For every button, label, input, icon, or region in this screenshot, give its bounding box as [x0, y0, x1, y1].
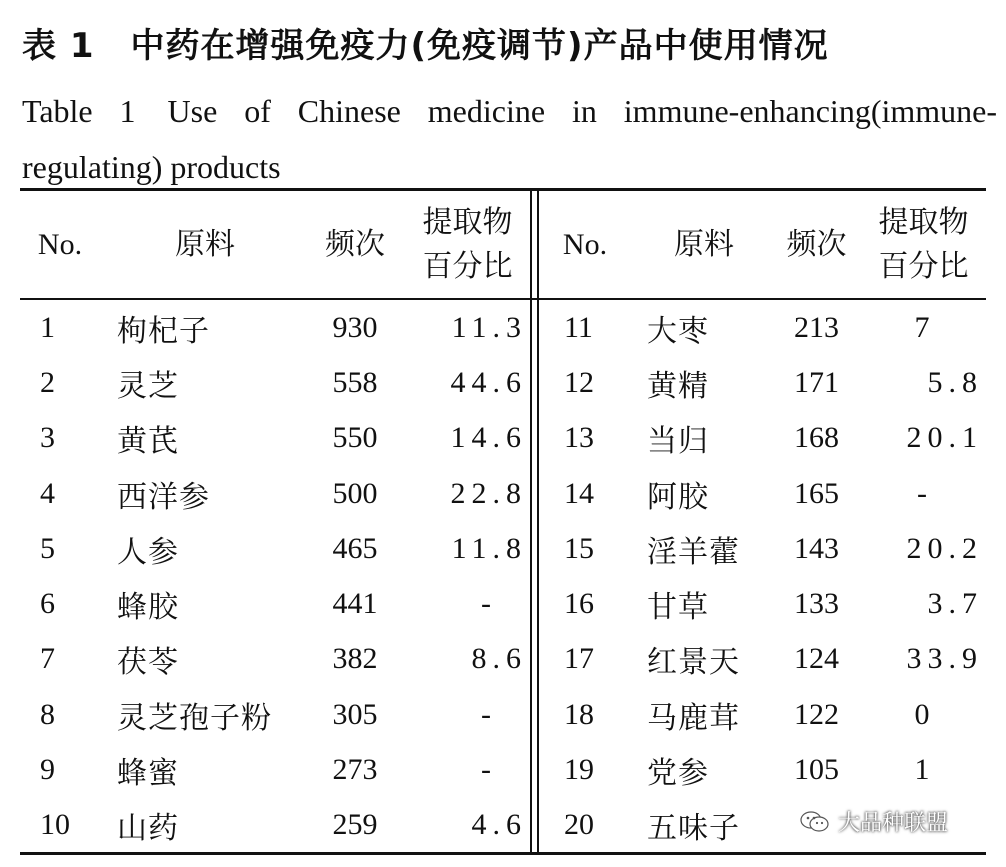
table-row: [20, 576, 530, 631]
table-body-left: [20, 300, 530, 853]
row-no: 2: [40, 365, 55, 399]
row-extract-percent: -: [481, 753, 491, 787]
table-row: [20, 466, 530, 521]
row-frequency: 273: [332, 753, 378, 787]
header-extract: [405, 191, 530, 298]
row-no: 9: [40, 753, 55, 787]
row-frequency: 122: [794, 697, 839, 731]
table-body-right: [539, 300, 986, 853]
table-row: [539, 466, 986, 521]
table-row: [20, 798, 530, 853]
table-row: [20, 687, 530, 742]
row-extract-percent: 4.6: [471, 808, 527, 842]
row-frequency: 213: [794, 310, 839, 344]
row-no: 18: [564, 697, 594, 731]
row-extract-percent: -: [481, 697, 491, 731]
table-row: [539, 300, 986, 355]
row-frequency: 441: [332, 587, 378, 621]
row-extract-percent: 33.9: [906, 642, 983, 676]
row-frequency: 105: [794, 753, 839, 787]
row-frequency: 465: [332, 531, 378, 565]
row-frequency: 550: [332, 421, 378, 455]
row-frequency: 259: [332, 808, 378, 842]
row-material: 甘草: [647, 590, 709, 626]
row-frequency: 165: [794, 476, 839, 510]
table-header: [20, 191, 530, 298]
row-extract-percent: 20.2: [906, 531, 983, 565]
row-material: 蜂蜜: [117, 756, 179, 792]
row-material: 黄精: [647, 368, 709, 404]
header-extract-line1: 提取物: [422, 204, 513, 240]
row-frequency: 305: [332, 697, 378, 731]
wechat-icon: [800, 810, 830, 834]
row-no: 20: [564, 808, 594, 842]
row-extract-percent: 7: [914, 310, 930, 344]
row-extract-percent: 8.6: [471, 642, 527, 676]
watermark-text: 大品种联盟: [838, 811, 949, 836]
row-material: 五味子: [647, 811, 740, 847]
row-no: 6: [40, 587, 55, 621]
table-right-half: [539, 191, 986, 853]
row-frequency: 143: [794, 531, 839, 565]
row-frequency: 171: [794, 365, 839, 399]
row-material: 西洋参: [117, 479, 210, 515]
row-extract-percent: 5.8: [927, 365, 983, 399]
row-no: 11: [564, 310, 593, 344]
row-material: 灵芝孢子粉: [117, 700, 272, 736]
row-extract-percent: -: [917, 476, 927, 510]
row-material: 黄芪: [117, 424, 179, 460]
row-material: 茯苓: [117, 645, 179, 681]
header-extract: [861, 191, 986, 298]
table-row: [20, 521, 530, 576]
row-no: 3: [40, 421, 55, 455]
row-extract-percent: -: [481, 587, 491, 621]
row-material: 蜂胶: [117, 590, 179, 626]
table-label-cn: 表 1: [22, 26, 95, 66]
table-title-cn-text: 中药在增强免疫力(免疫调节)产品中使用情况: [130, 26, 829, 66]
table-title-en-text: Use of Chinese medicine in immune-enhancing(immune-regulating) products: [22, 93, 998, 185]
row-no: 15: [564, 531, 594, 565]
row-no: 17: [564, 642, 594, 676]
row-extract-percent: 20.1: [906, 421, 983, 455]
table-left-half: [20, 191, 530, 853]
table-row: [539, 576, 986, 631]
row-extract-percent: 14.6: [450, 421, 527, 455]
table-row: [20, 632, 530, 687]
header-no: No.: [562, 227, 608, 261]
row-no: 4: [40, 476, 55, 510]
table-row: [539, 632, 986, 687]
row-extract-percent: 3.7: [927, 587, 983, 621]
row-material: 枸杞子: [117, 313, 210, 349]
row-no: 7: [40, 642, 55, 676]
table-row: [539, 355, 986, 410]
row-material: 人参: [117, 534, 179, 570]
header-material: 原料: [674, 226, 734, 262]
row-material: 山药: [117, 811, 179, 847]
row-frequency: 558: [332, 365, 378, 399]
row-extract-percent: 0: [914, 697, 930, 731]
row-frequency: 133: [794, 587, 839, 621]
header-frequency: 频次: [325, 226, 385, 262]
row-no: 12: [564, 365, 594, 399]
row-frequency: 500: [332, 476, 378, 510]
header-frequency: 频次: [786, 226, 847, 262]
row-extract-percent: 22.8: [450, 476, 527, 510]
table-title-en: [22, 83, 997, 195]
row-material: 红景天: [647, 645, 740, 681]
row-material: 灵芝: [117, 368, 179, 404]
table-title-cn: [22, 18, 829, 67]
row-material: 阿胶: [647, 479, 709, 515]
table-row: [539, 521, 986, 576]
header-no: No.: [37, 227, 83, 261]
row-no: 1: [40, 310, 55, 344]
row-extract-percent: 44.6: [450, 365, 527, 399]
header-extract-line2: 百分比: [422, 248, 513, 284]
row-frequency: 168: [794, 421, 839, 455]
row-frequency: 930: [332, 310, 378, 344]
row-no: 13: [564, 421, 594, 455]
row-material: 党参: [647, 756, 709, 792]
table-row: [539, 411, 986, 466]
row-material: 马鹿茸: [647, 700, 740, 736]
table-row: [20, 742, 530, 797]
table-label-en: Table 1: [22, 93, 136, 129]
row-no: 8: [40, 697, 55, 731]
table-row: [539, 687, 986, 742]
header-material: 原料: [175, 226, 235, 262]
row-material: 当归: [647, 424, 709, 460]
row-no: 16: [564, 587, 594, 621]
table-row: [539, 742, 986, 797]
table-row: [20, 411, 530, 466]
row-no: 14: [564, 476, 594, 510]
table-row: [20, 300, 530, 355]
header-extract-line2: 百分比: [878, 248, 969, 284]
row-frequency: 124: [794, 642, 839, 676]
row-extract-percent: 11.3: [451, 310, 527, 344]
table-row: [20, 355, 530, 410]
watermark: [800, 806, 948, 837]
row-material: 淫羊藿: [647, 534, 740, 570]
table-header: [539, 191, 986, 298]
row-no: 10: [40, 808, 70, 842]
header-extract-line1: 提取物: [878, 204, 969, 240]
row-extract-percent: 1: [914, 753, 930, 787]
row-extract-percent: 11.8: [451, 531, 527, 565]
row-no: 5: [40, 531, 55, 565]
row-no: 19: [564, 753, 594, 787]
row-frequency: 382: [332, 642, 378, 676]
row-material: 大枣: [647, 313, 709, 349]
